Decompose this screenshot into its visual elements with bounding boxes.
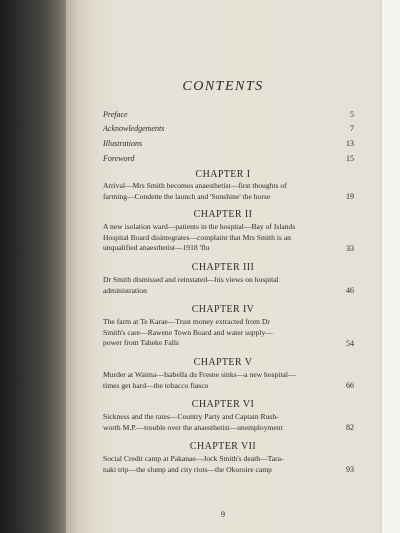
chapter-page-number: 19 — [346, 192, 354, 201]
toc-entry-page: 5 — [350, 110, 354, 119]
summary-line: Murder at Waima—Isabella du Fresne sinks—a new hospital— — [103, 370, 296, 379]
toc-entry-page: 13 — [346, 139, 354, 148]
summary-line: unqualified anaesthetist—1918 'flu — [103, 243, 210, 252]
toc-entry-illustrations — [103, 139, 354, 148]
summary-line: Sickness and the rates—Country Party and Captain Rush- — [103, 412, 279, 421]
summary-line: power from Taheke Falls — [103, 338, 179, 347]
page-title: CONTENTS — [182, 79, 264, 94]
chapter-summary — [103, 412, 341, 433]
summary-line: The farm at Te Karae—Trust money extracted from Dr — [103, 317, 270, 326]
chapter-heading: CHAPTER VI — [191, 399, 255, 410]
chapter-page-number: 54 — [346, 339, 354, 348]
chapter-heading: CHAPTER V — [193, 357, 253, 368]
toc-entry-preface — [103, 110, 354, 119]
summary-line: Arrival—Mrs Smith becomes anaesthetist—first thoughts of — [103, 181, 287, 190]
toc-entry-acknowledgements — [103, 124, 354, 133]
chapter-summary — [103, 222, 341, 254]
summary-line: times get hard—the tobacco fiasco — [103, 380, 209, 390]
chapter-page-number: 66 — [346, 381, 354, 390]
summary-line: Hospital Board disintegrates—complaint that Mrs Smith is an — [103, 232, 291, 242]
chapter-heading: CHAPTER II — [193, 209, 253, 220]
toc-entry-label: Foreword — [103, 154, 135, 163]
summary-line: naki trip—the slump and city riots—the Okoroire camp — [103, 464, 272, 474]
chapter-page-number: 33 — [346, 244, 354, 253]
summary-line: administration — [103, 285, 147, 295]
chapter-heading: CHAPTER I — [195, 169, 251, 180]
chapter-page-number: 93 — [346, 465, 354, 474]
toc-entry-page: 7 — [350, 124, 354, 133]
toc-entry-label: Preface — [103, 110, 128, 119]
chapter-summary — [103, 275, 341, 296]
toc-entry-label: Illustrations — [103, 139, 143, 148]
toc-entry-label: Acknowledgements — [103, 124, 165, 133]
chapter-heading: CHAPTER III — [191, 262, 255, 273]
chapter-page-number: 82 — [346, 423, 354, 432]
chapter-summary — [103, 454, 341, 475]
chapter-heading: CHAPTER VII — [189, 441, 257, 452]
toc-entry-foreword — [103, 154, 354, 163]
toc-entry-page: 15 — [346, 154, 354, 163]
chapter-summary — [103, 370, 341, 391]
summary-line: Dr Smith dismissed and reinstated—his views on hospital — [103, 275, 279, 284]
summary-line: farming—Condette the launch and 'Sunshine' the horse — [103, 191, 271, 201]
summary-line: Social Credit camp at Pakanae—Jock Smith's death—Tara- — [103, 454, 284, 463]
page-folio: 9 — [221, 510, 225, 519]
chapter-summary — [103, 317, 341, 349]
summary-line: A new isolation ward—patients in the hospital—Bay of Islands — [103, 222, 296, 231]
chapter-summary — [103, 181, 341, 202]
summary-line: Smith's care—Rawene Town Board and water supply— — [103, 327, 273, 337]
background-surface — [382, 0, 400, 533]
chapter-page-number: 46 — [346, 286, 354, 295]
chapter-heading: CHAPTER IV — [191, 304, 255, 315]
summary-line: worth M.P.—trouble over the anaesthetist—unemployment — [103, 422, 283, 432]
book-page — [66, 0, 380, 533]
